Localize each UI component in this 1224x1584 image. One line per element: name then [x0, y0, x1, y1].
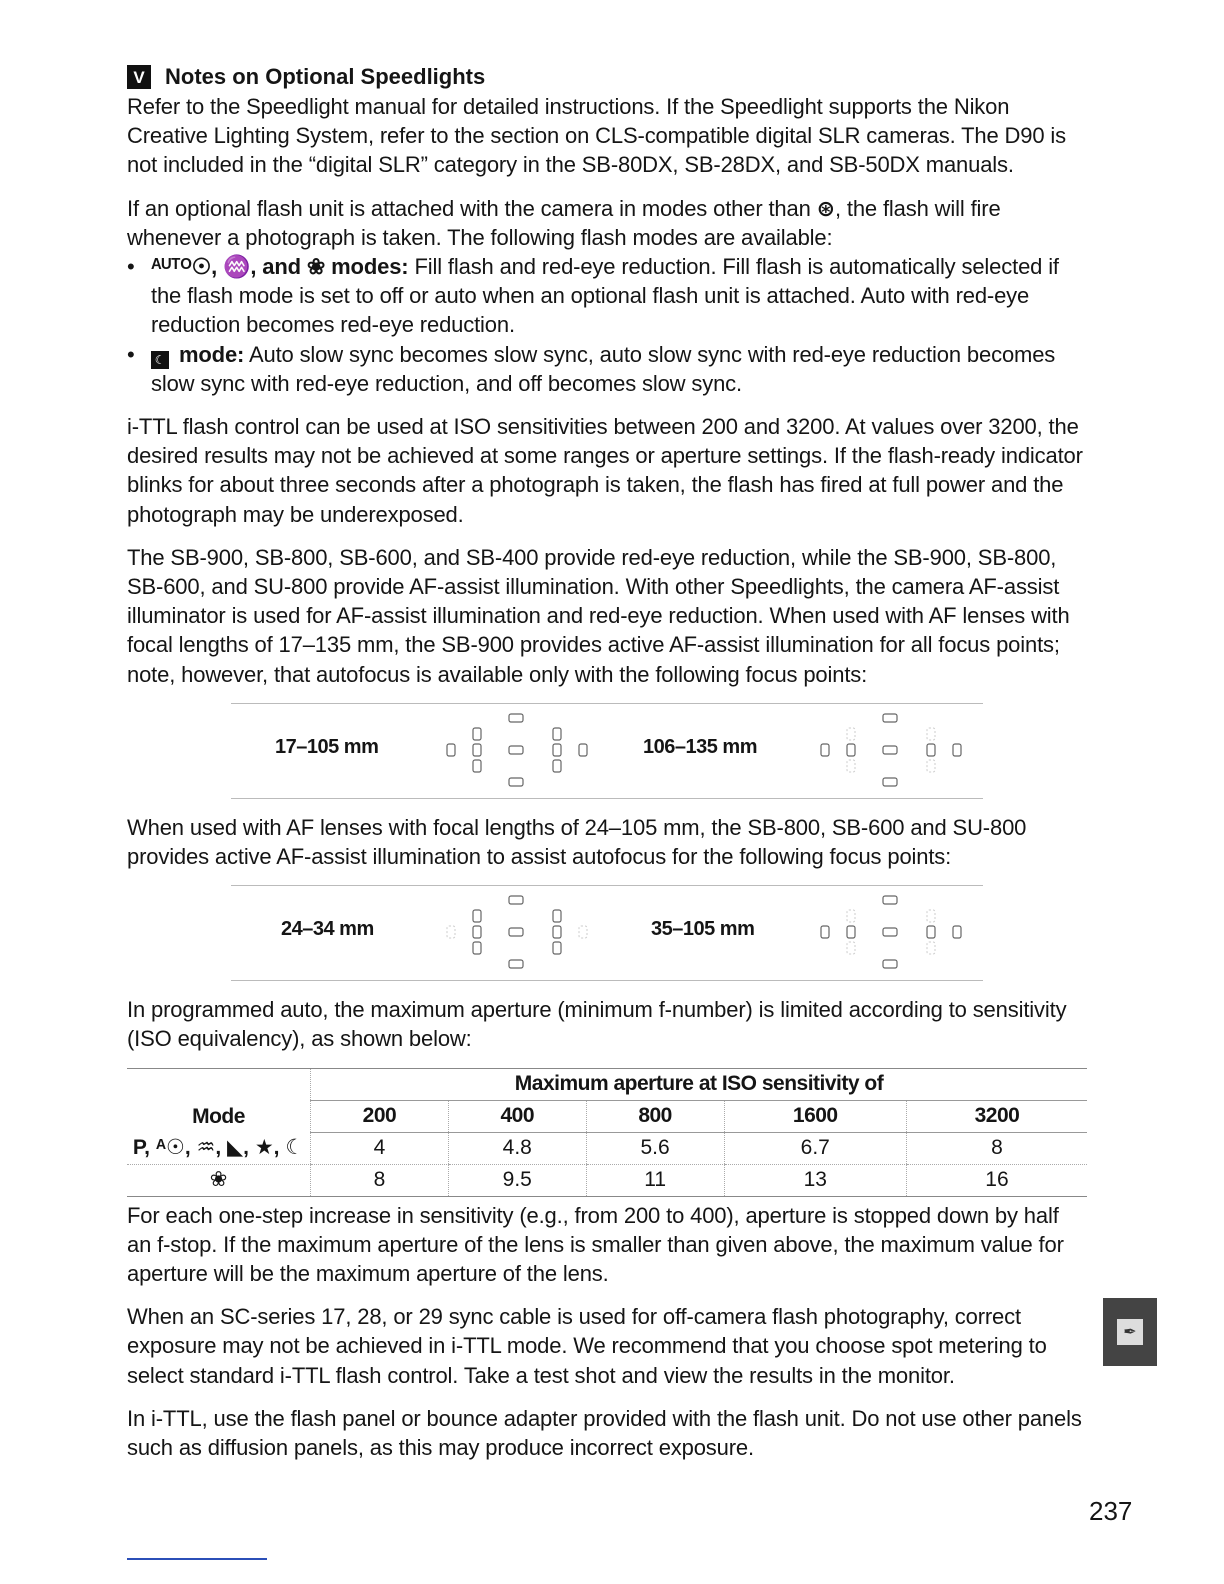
flash-mode-list — [127, 252, 1087, 398]
section-heading — [127, 62, 1087, 92]
page-number: 237 — [1089, 1496, 1133, 1526]
paragraph-flash-modes-intro: If an optional flash unit is attached with the camera in modes other than ⊛, the flash will fire whenever a photograph is taken. The following flash modes are available: — [127, 195, 1001, 250]
table-header-iso: 200 — [311, 1100, 449, 1132]
table-header-iso: 3200 — [906, 1100, 1087, 1132]
table-group-header: Maximum aperture at ISO sensitivity of — [311, 1068, 1088, 1100]
section-tab-notes[interactable] — [1103, 1298, 1157, 1366]
table-header-iso: 400 — [448, 1100, 586, 1132]
focus-points-diagram-sb800 — [231, 885, 983, 981]
range-label-24-34: 24–34 mm — [281, 918, 374, 941]
focus-point-grid-partial — [811, 710, 971, 794]
flash-off-mode-icon: ⊛ — [816, 195, 835, 221]
table-header-iso: 800 — [586, 1100, 724, 1132]
paragraph-programmed-auto: In programmed auto, the maximum aperture (minimum f-number) is limited according to sensitivity (ISO equivalency), as shown below: — [127, 997, 1067, 1052]
paragraph-speedlight-manual: Refer to the Speedlight manual for detailed instructions. If the Speedlight supports the Nikon Creative Lighting System, refer to the section on CLS-compatible digital SLR cameras. The D90 is not included in the “digital SLR” category in the SB-80DX, SB-28DX, and SB-50DX manuals. — [127, 94, 1066, 178]
focus-points-diagram-sb900 — [231, 703, 983, 799]
footer-rule — [127, 1558, 267, 1560]
night-portrait-icon: ☾ — [151, 351, 169, 369]
paragraph-red-eye-af-assist: The SB-900, SB-800, SB-600, and SB-400 provide red-eye reduction, while the SB-900, SB-800, SB-600, and SU-800 provide AF-assist illumination. With other Speedlights, the camera AF-assist illuminator is used for AF-assist illumination and red-eye reduction. When used with AF lenses with focal lengths of 17–135 mm, the SB-900 provides active AF-assist illumination for all focus points; note, however, that autofocus is available only with the following focus points: — [127, 544, 1070, 687]
table-header-iso: 1600 — [724, 1100, 906, 1132]
range-label-17-105: 17–105 mm — [275, 735, 379, 758]
notes-section-icon: ✒ — [1117, 1319, 1143, 1345]
page-content — [127, 62, 1087, 1476]
range-label-106-135: 106–135 mm — [643, 735, 757, 758]
aperture-table — [127, 1068, 1087, 1197]
paragraph-sync-cable: When an SC-series 17, 28, or 29 sync cable is used for off-camera flash photography, correct exposure may not be achieved in i-TTL mode. We recommend that you choose spot metering to select standard i-TTL flash control. Take a test shot and view the results in the monitor. — [127, 1304, 1047, 1388]
mode-icons-cell: P, ᴬ☉, ♒, ◣, ★, ☾ — [127, 1132, 311, 1164]
paragraph-flash-panel: In i-TTL, use the flash panel or bounce adapter provided with the flash unit. Do not use other panels such as diffusion panels, as this may produce incorrect exposure. — [127, 1405, 1082, 1461]
paragraph-one-step-increase: For each one-step increase in sensitivity (e.g., from 200 to 400), aperture is stopped down by half an f-stop. If the maximum aperture of the lens is smaller than given above, the maximum value for aperture will be the maximum aperture of the lens. — [127, 1202, 1064, 1287]
range-label-35-105: 35–105 mm — [651, 918, 755, 941]
table-row: P, ᴬ☉, ♒, ◣, ★, ☾ 4 4.8 5.6 6.7 8 — [127, 1132, 1087, 1164]
table-row: ❀ 8 9.5 11 13 16 — [127, 1164, 1087, 1196]
table-header-mode: Mode — [127, 1068, 311, 1132]
mode-icons-auto-portrait-closeup: ᴬᵁᵀᴼ☉, ♒, and ❀ — [151, 254, 326, 280]
note-check-icon: V — [127, 65, 151, 89]
closeup-mode-icon: ❀ — [127, 1164, 311, 1196]
heading-title: Notes on Optional Speedlights — [165, 64, 486, 89]
list-item: • ᴬᵁᵀᴼ☉, ♒, and ❀ modes: Fill flash and red-eye reduction. Fill flash is automatically selected if the flash mode is set to off or auto when an optional flash unit is attached. Auto with red-eye reduction becomes red-eye reduction. — [127, 252, 1087, 340]
focus-point-grid-full — [437, 710, 597, 794]
focus-point-grid-24-34 — [437, 892, 597, 976]
paragraph-24-105-focus: When used with AF lenses with focal lengths of 24–105 mm, the SB-800, SB-600 and SU-800 provides active AF-assist illumination to assist autofocus for the following focus points: — [127, 814, 1027, 870]
paragraph-itl-iso: i-TTL flash control can be used at ISO sensitivities between 200 and 3200. At values over 3200, the desired results may not be achieved at some ranges or aperture settings. If the flash-ready indicator blinks for about three seconds after a photograph is taken, the flash has fired at full power and the photograph may be underexposed. — [127, 414, 1083, 527]
focus-point-grid-35-105 — [811, 892, 971, 976]
list-item: • ☾ mode: Auto slow sync becomes slow sync, auto slow sync with red-eye reduction becomes slow sync with red-eye reduction, and off becomes slow sync. — [127, 340, 1087, 398]
